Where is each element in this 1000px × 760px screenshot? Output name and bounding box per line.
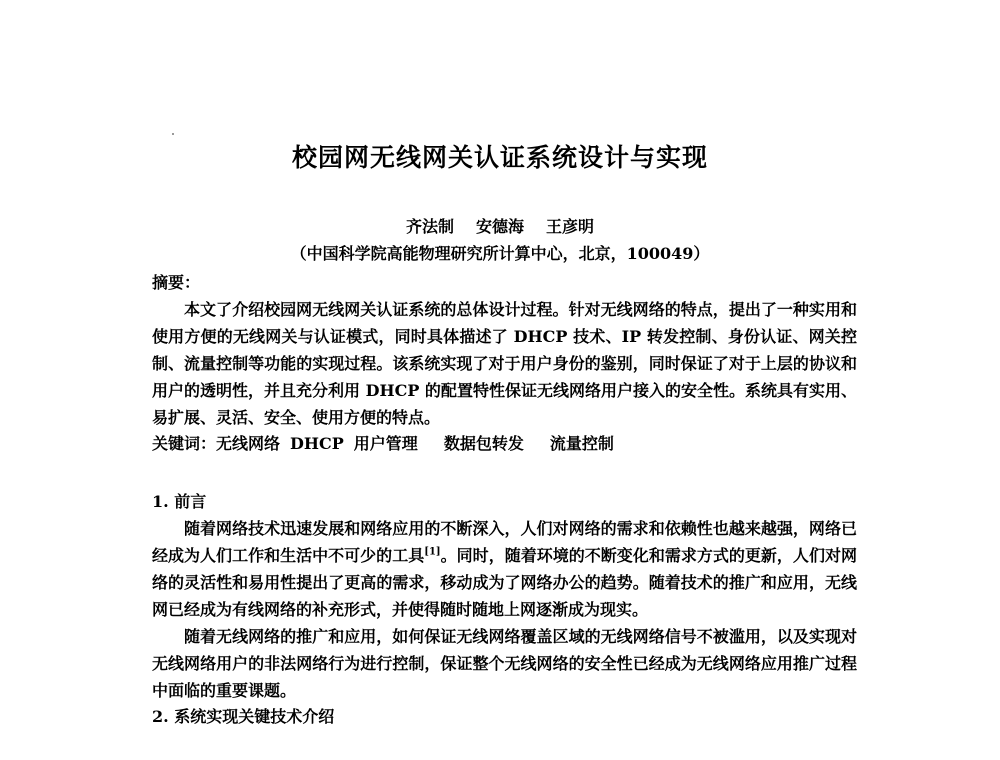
author-name: 王彦明	[546, 217, 595, 236]
paper-title: 校园网无线网关认证系统设计与实现	[291, 143, 708, 172]
section-heading: 1. 前言	[152, 492, 207, 511]
keyword: 数据包转发	[443, 434, 524, 453]
keyword: 无线网络	[216, 434, 281, 453]
abstract-text: 本文了介绍校园网无线网关认证系统的总体设计过程。针对无线网络的特点，提出了一种实用和使用方便的无线网关与认证模式，同时具体描述了 DHCP 技术、IP 转发控制、身份认证、网关控制、流量控制等功能的实现过程。该系统实现了对于用户身份的鉴别，同时保证了对于上层的协议和用户的透明性，并且充分利用 DHCP 的配置特性保证无线网络用户接入的安全性。系统具有实用、易扩展、灵活、安全、使用方便的特点。	[152, 300, 857, 427]
citation-ref: [1]	[424, 546, 441, 558]
author-name: 安德海	[475, 217, 524, 236]
author-name: 齐法制	[405, 217, 454, 236]
scan-speck	[172, 133, 174, 135]
paragraph-text: 随着网络技术迅速发展和网络应用的不断深入，人们对网络的需求和依赖性也越来越强，网络已经成为人们工作和生活中不可少的工具	[152, 519, 857, 565]
body-paragraph	[152, 515, 857, 623]
keywords-label: 关键词：	[152, 434, 217, 453]
paragraph-text: 。同时，随着环境的不断变化和需求方式的更新，人们对网络的灵活性和易用性提出了更高的需求，移动成为了网络办公的趋势。随着技术的推广和应用，无线网已经成为有线网络的补充形式，并使得随时随地上网逐渐成为现实。	[152, 546, 857, 619]
abstract-section	[152, 270, 857, 457]
author-affiliation: （中国科学院高能物理研究所计算中心，北京，100049）	[290, 244, 710, 263]
abstract-label: 摘要：	[152, 273, 201, 292]
author-list	[0, 214, 1000, 240]
keyword: 流量控制	[549, 434, 614, 453]
section-heading: 2. 系统实现关键技术介绍	[152, 707, 335, 726]
keyword: DHCP	[290, 434, 344, 453]
body-paragraph: 随着无线网络的推广和应用，如何保证无线网络覆盖区域的无线网络信号不被滥用，以及实现对无线网络用户的非法网络行为进行控制，保证整个无线网络的安全性已经成为无线网络应用推广过程中面临的重要课题。	[152, 627, 857, 700]
section-introduction	[152, 489, 857, 730]
keyword: 用户管理	[353, 434, 418, 453]
keywords-line	[152, 431, 857, 457]
